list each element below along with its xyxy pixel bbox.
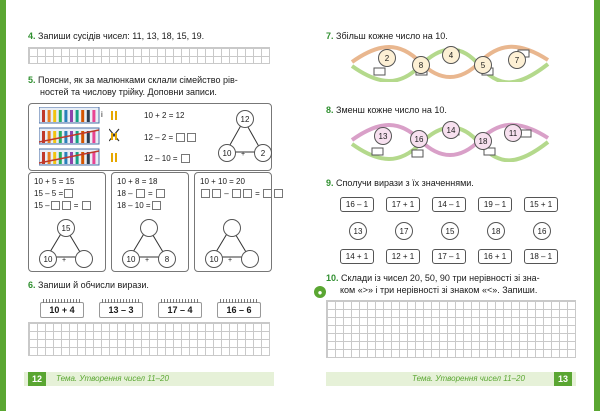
task-8-number-circle: 13 <box>374 127 392 145</box>
task-7-number-circle: 7 <box>508 51 526 69</box>
expression-card[interactable]: 12 + 1 <box>386 249 420 264</box>
task-10-text-line2: ком «>» і три нерівності зі знаком «<». Запиши. <box>340 285 538 295</box>
task-5-picture-box <box>28 103 272 171</box>
box1-line2-text: 15 – 5 = <box>34 189 64 198</box>
expression-card[interactable]: 16 – 1 <box>340 197 374 212</box>
box2-line1: 10 + 8 = 18 <box>117 177 158 186</box>
expression-card[interactable]: 19 – 1 <box>478 197 512 212</box>
task-8-number-circle: 16 <box>410 130 428 148</box>
expression-card[interactable]: 17 + 1 <box>386 197 420 212</box>
notepad-spiral <box>220 299 258 303</box>
task-7-number-circle: 2 <box>378 49 396 67</box>
box2-line2-eq: = <box>148 189 153 198</box>
task-8-number-circle: 11 <box>504 124 522 142</box>
answer-square[interactable] <box>152 201 161 210</box>
box3-right-empty-circle[interactable] <box>241 250 259 268</box>
task-4-text: Запиши сусідів чисел: 11, 13, 18, 15, 19. <box>38 31 205 41</box>
task-7-number: 7. <box>326 31 334 41</box>
box1-line3: 15 – = <box>34 201 92 211</box>
box2-plus-sign: + <box>145 257 150 264</box>
task-6-text: Запиши й обчисли вирази. <box>38 280 149 290</box>
value-circle[interactable]: 17 <box>395 222 413 240</box>
box2-line2 <box>117 189 166 199</box>
notepad-text: 16 – 6 <box>226 305 252 315</box>
equation-3-text: 12 – 10 = <box>144 154 178 163</box>
notepad-spiral <box>161 299 199 303</box>
task-7-number-circle: 4 <box>442 46 460 64</box>
left-page-edge <box>0 0 6 411</box>
footer-topic-left: Тема. Утворення чисел 11–20 <box>56 374 169 383</box>
box2-top-empty-circle[interactable] <box>140 219 158 237</box>
value-circle[interactable]: 16 <box>533 222 551 240</box>
answer-square[interactable] <box>62 201 71 210</box>
task-10-heading <box>326 272 540 284</box>
equation-2 <box>144 133 197 143</box>
right-page-edge <box>594 0 600 411</box>
task-6-grid[interactable] <box>28 322 270 356</box>
value-circle[interactable]: 13 <box>349 222 367 240</box>
family-box-3 <box>194 172 272 272</box>
box3-line2: – = <box>200 189 284 199</box>
answer-square[interactable] <box>51 201 60 210</box>
task-8-heading <box>326 104 447 116</box>
answer-square[interactable] <box>274 189 283 198</box>
lightbulb-icon: ● <box>314 286 326 298</box>
expression-card[interactable]: 14 + 1 <box>340 249 374 264</box>
answer-square[interactable] <box>187 133 196 142</box>
task-9-heading <box>326 177 474 189</box>
box3-top-empty-circle[interactable] <box>223 219 241 237</box>
triangle-right-number: 2 <box>254 144 272 162</box>
task-8-number: 8. <box>326 105 334 115</box>
expression-card[interactable]: 17 – 1 <box>432 249 466 264</box>
task-8-number-circle: 18 <box>474 132 492 150</box>
notepad-text: 10 + 4 <box>49 305 75 315</box>
answer-square[interactable] <box>176 133 185 142</box>
task-7-text: Збільш кожне число на 10. <box>336 31 448 41</box>
task-5-text-line2: ностей та числову трійку. Доповни записи. <box>40 87 217 97</box>
answer-square[interactable] <box>136 189 145 198</box>
task-6-heading <box>28 279 149 291</box>
answer-square[interactable] <box>243 189 252 198</box>
expression-card[interactable]: 16 + 1 <box>478 249 512 264</box>
value-circle[interactable]: 15 <box>441 222 459 240</box>
box2-right-number: 8 <box>158 250 176 268</box>
task-5-number: 5. <box>28 75 36 85</box>
box1-top-number: 15 <box>57 219 75 237</box>
value-circle[interactable]: 18 <box>487 222 505 240</box>
answer-square[interactable] <box>212 189 221 198</box>
triangle-top-number: 12 <box>236 110 254 128</box>
task-4-number: 4. <box>28 31 36 41</box>
task-10-grid[interactable] <box>326 300 576 358</box>
page-number-left: 12 <box>28 372 46 386</box>
box1-left-number: 10 <box>39 250 57 268</box>
notepad-expression <box>99 302 143 318</box>
task-9-text: Сполучи вирази з їх значеннями. <box>336 178 474 188</box>
answer-square[interactable] <box>232 189 241 198</box>
box1-plus-sign: + <box>62 257 67 264</box>
task-7-heading <box>326 30 448 42</box>
small-pencils-image <box>109 107 121 167</box>
task-7-number-circle: 5 <box>474 56 492 74</box>
triangle-left-number: 10 <box>218 144 236 162</box>
box3-left-number: 10 <box>205 250 223 268</box>
task-4-grid[interactable] <box>28 47 270 64</box>
answer-square[interactable] <box>263 189 272 198</box>
pencil-sets-image <box>39 107 119 167</box>
equation-1: 10 + 2 = 12 <box>144 111 185 120</box>
notepad-expression <box>158 302 202 318</box>
answer-square[interactable] <box>201 189 210 198</box>
task-9-number: 9. <box>326 178 334 188</box>
notepad-spiral <box>102 299 140 303</box>
notepad-text: 17 – 4 <box>167 305 193 315</box>
task-8-text: Зменш кожне число на 10. <box>336 105 447 115</box>
notepad-expression <box>217 302 261 318</box>
footer-topic-right: Тема. Утворення чисел 11–20 <box>412 374 525 383</box>
box2-line2-text: 18 – <box>117 189 133 198</box>
task-10-number: 10. <box>326 273 339 283</box>
box1-line2 <box>34 189 74 199</box>
equation-3 <box>144 154 191 164</box>
page-number-right: 13 <box>554 372 572 386</box>
task-4-heading <box>28 30 204 42</box>
box1-line3-text: 15 – <box>34 201 50 210</box>
expression-card[interactable]: 15 + 1 <box>524 197 558 212</box>
task-7-number-circle: 8 <box>412 56 430 74</box>
triangle-plus-sign: + <box>241 151 246 158</box>
box1-right-empty-circle[interactable] <box>75 250 93 268</box>
task-5-text-line1: Поясни, як за малюнками склали сімейство рів- <box>38 75 238 85</box>
answer-square[interactable] <box>82 201 91 210</box>
family-box-2 <box>111 172 189 272</box>
expression-card[interactable]: 18 – 1 <box>524 249 558 264</box>
expression-card[interactable]: 14 – 1 <box>432 197 466 212</box>
notepad-expression <box>40 302 84 318</box>
box2-line3-text: 18 – 10 = <box>117 201 151 210</box>
task-8-number-circle: 14 <box>442 121 460 139</box>
box1-line1: 10 + 5 = 15 <box>34 177 75 186</box>
box3-line1: 10 + 10 = 20 <box>200 177 245 186</box>
answer-square[interactable] <box>156 189 165 198</box>
answer-square[interactable] <box>64 189 73 198</box>
answer-square[interactable] <box>181 154 190 163</box>
notepad-text: 13 – 3 <box>108 305 134 315</box>
task-6-number: 6. <box>28 280 36 290</box>
box2-line3 <box>117 201 162 211</box>
box2-left-number: 10 <box>122 250 140 268</box>
task-10-text-line1: Склади із чисел 20, 50, 90 три нерівності зі зна- <box>341 273 540 283</box>
equation-2-text: 12 – 2 = <box>144 133 174 142</box>
task-5-heading <box>28 74 238 86</box>
box3-plus-sign: + <box>228 257 233 264</box>
and-label: і <box>101 110 103 119</box>
family-box-1 <box>28 172 106 272</box>
notepad-spiral <box>43 299 81 303</box>
